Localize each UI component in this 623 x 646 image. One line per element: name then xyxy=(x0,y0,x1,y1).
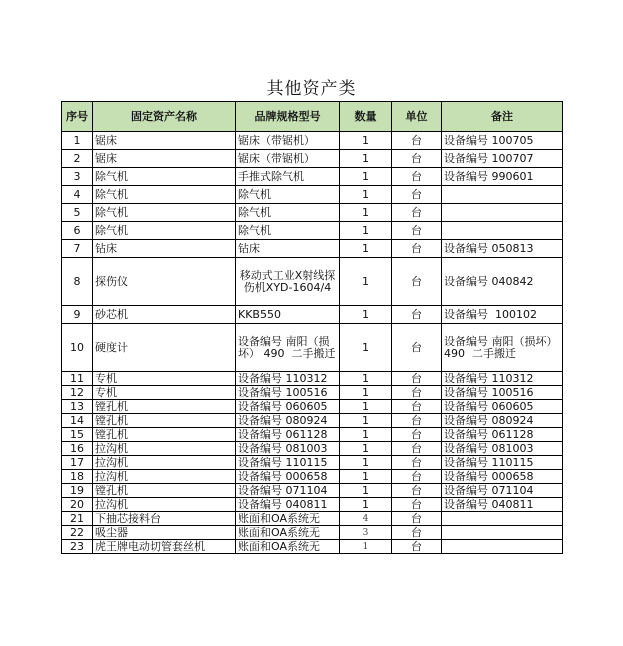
table-row xyxy=(62,512,563,526)
cell-unit: 台 xyxy=(392,204,442,222)
cell-qty: 1 xyxy=(340,442,392,456)
table-row xyxy=(62,540,563,554)
cell-unit: 台 xyxy=(392,540,442,554)
cell-name: 探伤仪 xyxy=(93,258,236,306)
cell-remark: 设备编号 100705 xyxy=(442,132,563,150)
column-header-qty: 数量 xyxy=(340,102,392,132)
cell-model: 设备编号 060605 xyxy=(236,400,340,414)
cell-unit: 台 xyxy=(392,484,442,498)
cell-remark: 设备编号 000658 xyxy=(442,470,563,484)
cell-no: 2 xyxy=(62,150,93,168)
cell-name: 镗孔机 xyxy=(93,484,236,498)
cell-name: 除气机 xyxy=(93,168,236,186)
cell-remark: 设备编号 110312 xyxy=(442,372,563,386)
page-title: 其他资产类 xyxy=(266,79,357,99)
cell-no: 23 xyxy=(62,540,93,554)
table-row xyxy=(62,240,563,258)
cell-name: 镗孔机 xyxy=(93,428,236,442)
cell-name: 除气机 xyxy=(93,222,236,240)
cell-no: 1 xyxy=(62,132,93,150)
cell-model: 设备编号 110115 xyxy=(236,456,340,470)
cell-name: 除气机 xyxy=(93,186,236,204)
cell-unit: 台 xyxy=(392,456,442,470)
cell-name: 拉沟机 xyxy=(93,470,236,484)
cell-model: 锯床（带锯机） xyxy=(236,150,340,168)
cell-no: 9 xyxy=(62,306,93,324)
asset-table xyxy=(61,101,563,554)
cell-model: 设备编号 071104 xyxy=(236,484,340,498)
cell-no: 22 xyxy=(62,526,93,540)
cell-name: 专机 xyxy=(93,372,236,386)
cell-model: 账面和OA系统无 xyxy=(236,512,340,526)
table-row xyxy=(62,222,563,240)
cell-remark: 设备编号 100102 xyxy=(442,306,563,324)
cell-remark: 设备编号 061128 xyxy=(442,428,563,442)
cell-remark xyxy=(442,186,563,204)
cell-qty: 1 xyxy=(340,132,392,150)
cell-model: 设备编号 080924 xyxy=(236,414,340,428)
cell-no: 6 xyxy=(62,222,93,240)
cell-no: 18 xyxy=(62,470,93,484)
cell-qty: 1 xyxy=(340,470,392,484)
table-row xyxy=(62,132,563,150)
cell-unit: 台 xyxy=(392,186,442,204)
cell-unit: 台 xyxy=(392,150,442,168)
cell-model: KKB550 xyxy=(236,306,340,324)
column-header-model: 品牌规格型号 xyxy=(236,102,340,132)
cell-model: 设备编号 061128 xyxy=(236,428,340,442)
cell-unit: 台 xyxy=(392,372,442,386)
cell-no: 21 xyxy=(62,512,93,526)
cell-model: 除气机 xyxy=(236,204,340,222)
cell-no: 20 xyxy=(62,498,93,512)
cell-qty: 1 xyxy=(340,400,392,414)
cell-name: 拉沟机 xyxy=(93,456,236,470)
column-header-remark: 备注 xyxy=(442,102,563,132)
cell-unit: 台 xyxy=(392,386,442,400)
cell-name: 专机 xyxy=(93,386,236,400)
cell-remark: 设备编号 990601 xyxy=(442,168,563,186)
table-body xyxy=(62,132,563,554)
cell-remark: 设备编号 080924 xyxy=(442,414,563,428)
cell-no: 19 xyxy=(62,484,93,498)
cell-qty: 1 xyxy=(340,386,392,400)
cell-remark: 设备编号 100707 xyxy=(442,150,563,168)
cell-no: 12 xyxy=(62,386,93,400)
table-row xyxy=(62,526,563,540)
cell-qty: 1 xyxy=(340,498,392,512)
column-header-name: 固定资产名称 xyxy=(93,102,236,132)
cell-name: 虎王牌电动切管套丝机 xyxy=(93,540,236,554)
cell-model: 手推式除气机 xyxy=(236,168,340,186)
cell-qty: 1 xyxy=(340,456,392,470)
table-row xyxy=(62,186,563,204)
cell-remark: 设备编号 040842 xyxy=(442,258,563,306)
table-row xyxy=(62,498,563,512)
cell-remark: 设备编号 071104 xyxy=(442,484,563,498)
cell-unit: 台 xyxy=(392,168,442,186)
cell-unit: 台 xyxy=(392,470,442,484)
cell-name: 吸尘器 xyxy=(93,526,236,540)
table-header-row xyxy=(62,102,563,132)
cell-remark xyxy=(442,222,563,240)
cell-no: 5 xyxy=(62,204,93,222)
table-row xyxy=(62,470,563,484)
cell-name: 拉沟机 xyxy=(93,498,236,512)
cell-unit: 台 xyxy=(392,428,442,442)
cell-remark xyxy=(442,540,563,554)
cell-name: 拉沟机 xyxy=(93,442,236,456)
cell-no: 8 xyxy=(62,258,93,306)
table-row xyxy=(62,428,563,442)
cell-name: 硬度计 xyxy=(93,324,236,372)
cell-qty: 4 xyxy=(340,512,392,526)
cell-remark: 设备编号 060605 xyxy=(442,400,563,414)
cell-qty: 1 xyxy=(340,204,392,222)
cell-remark xyxy=(442,512,563,526)
cell-qty: 1 xyxy=(340,306,392,324)
cell-qty: 1 xyxy=(340,540,392,554)
cell-unit: 台 xyxy=(392,414,442,428)
cell-unit: 台 xyxy=(392,512,442,526)
table-row xyxy=(62,442,563,456)
cell-name: 砂芯机 xyxy=(93,306,236,324)
cell-name: 镗孔机 xyxy=(93,414,236,428)
table-row xyxy=(62,306,563,324)
table-row xyxy=(62,456,563,470)
table-row xyxy=(62,414,563,428)
cell-qty: 1 xyxy=(340,428,392,442)
cell-unit: 台 xyxy=(392,222,442,240)
cell-model: 设备编号 000658 xyxy=(236,470,340,484)
cell-model: 设备编号 110312 xyxy=(236,372,340,386)
cell-remark: 设备编号 100516 xyxy=(442,386,563,400)
table-row xyxy=(62,484,563,498)
cell-qty: 1 xyxy=(340,222,392,240)
cell-no: 14 xyxy=(62,414,93,428)
table-row xyxy=(62,386,563,400)
cell-model: 移动式工业X射线探伤机XYD-1604/4 xyxy=(236,258,340,306)
table-row xyxy=(62,150,563,168)
cell-model: 锯床（带锯机） xyxy=(236,132,340,150)
cell-qty: 3 xyxy=(340,526,392,540)
cell-qty: 1 xyxy=(340,324,392,372)
cell-unit: 台 xyxy=(392,442,442,456)
cell-name: 锯床 xyxy=(93,132,236,150)
cell-remark: 设备编号 110115 xyxy=(442,456,563,470)
cell-qty: 1 xyxy=(340,372,392,386)
cell-no: 4 xyxy=(62,186,93,204)
cell-name: 钻床 xyxy=(93,240,236,258)
cell-model: 设备编号 南阳（损坏） 490 二手搬迁 xyxy=(236,324,340,372)
cell-qty: 1 xyxy=(340,168,392,186)
cell-unit: 台 xyxy=(392,498,442,512)
cell-remark: 设备编号 081003 xyxy=(442,442,563,456)
cell-name: 锯床 xyxy=(93,150,236,168)
cell-no: 10 xyxy=(62,324,93,372)
cell-no: 3 xyxy=(62,168,93,186)
cell-no: 16 xyxy=(62,442,93,456)
cell-model: 除气机 xyxy=(236,186,340,204)
table-row xyxy=(62,258,563,306)
cell-qty: 1 xyxy=(340,240,392,258)
cell-qty: 1 xyxy=(340,414,392,428)
column-header-unit: 单位 xyxy=(392,102,442,132)
cell-model: 钻床 xyxy=(236,240,340,258)
cell-qty: 1 xyxy=(340,150,392,168)
cell-remark: 设备编号 040811 xyxy=(442,498,563,512)
cell-remark xyxy=(442,204,563,222)
cell-name: 镗孔机 xyxy=(93,400,236,414)
cell-model: 账面和OA系统无 xyxy=(236,540,340,554)
cell-no: 15 xyxy=(62,428,93,442)
cell-unit: 台 xyxy=(392,400,442,414)
cell-unit: 台 xyxy=(392,306,442,324)
cell-no: 7 xyxy=(62,240,93,258)
cell-model: 除气机 xyxy=(236,222,340,240)
cell-unit: 台 xyxy=(392,240,442,258)
cell-unit: 台 xyxy=(392,526,442,540)
cell-remark: 设备编号 050813 xyxy=(442,240,563,258)
cell-name: 除气机 xyxy=(93,204,236,222)
cell-remark: 设备编号 南阳（损坏） 490 二手搬迁 xyxy=(442,324,563,372)
cell-no: 11 xyxy=(62,372,93,386)
table-row xyxy=(62,400,563,414)
cell-no: 17 xyxy=(62,456,93,470)
cell-qty: 1 xyxy=(340,484,392,498)
table-row xyxy=(62,324,563,372)
cell-model: 设备编号 040811 xyxy=(236,498,340,512)
table-row xyxy=(62,372,563,386)
cell-unit: 台 xyxy=(392,258,442,306)
cell-model: 设备编号 081003 xyxy=(236,442,340,456)
column-header-no: 序号 xyxy=(62,102,93,132)
cell-remark xyxy=(442,526,563,540)
cell-qty: 1 xyxy=(340,258,392,306)
cell-name: 下抽芯接料台 xyxy=(93,512,236,526)
table-row xyxy=(62,204,563,222)
table-row xyxy=(62,168,563,186)
cell-unit: 台 xyxy=(392,324,442,372)
cell-unit: 台 xyxy=(392,132,442,150)
cell-qty: 1 xyxy=(340,186,392,204)
cell-model: 设备编号 100516 xyxy=(236,386,340,400)
cell-no: 13 xyxy=(62,400,93,414)
cell-model: 账面和OA系统无 xyxy=(236,526,340,540)
